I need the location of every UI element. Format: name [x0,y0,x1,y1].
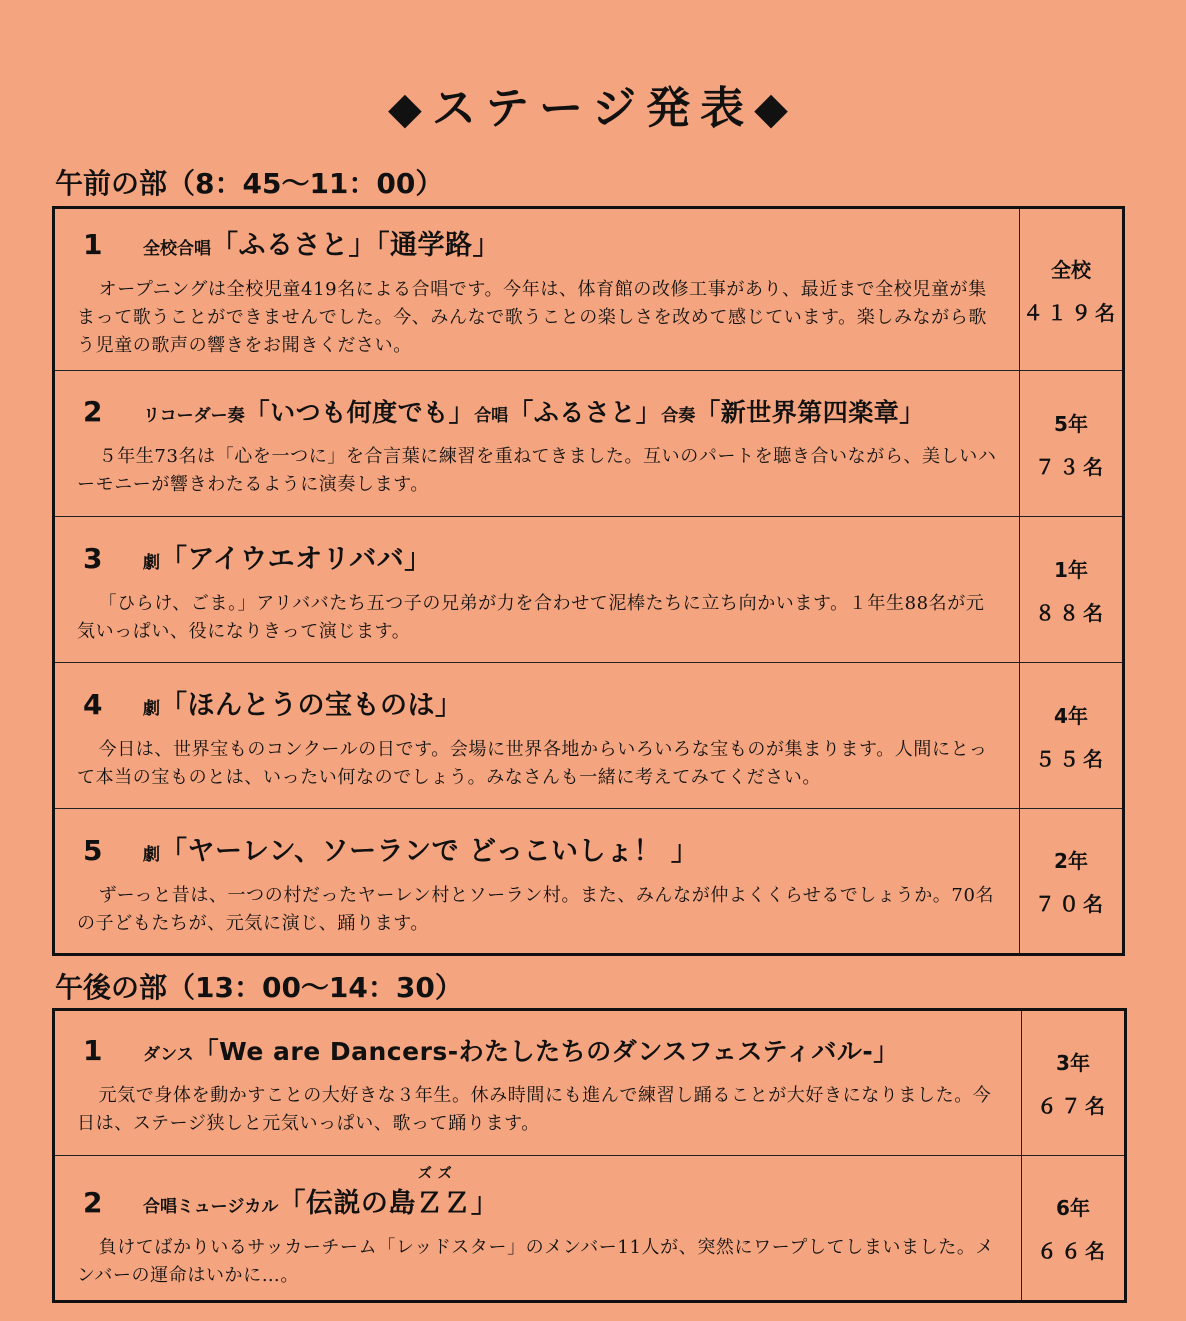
item-title-suffix: 」 [470,1187,499,1219]
item-count: ６６名 [1037,1239,1109,1263]
item-number: 3 [83,542,103,575]
item-description: 今日は、世界宝ものコンクールの日です。会場に世界各地からいろいろな宝ものが集まります。人間にとって本当の宝ものとは、いったい何なのでしょう。みなさんも一緒に考えてみてください。 [77,739,988,788]
item-number: 1 [83,228,103,261]
item-grade: 4年 [1054,703,1088,728]
item-number: 4 [83,688,103,721]
item-title: 「ヤーレン、ソーランで どっこいしょ！ 」 [160,835,699,867]
item-title: 「We are Dancers-わたしたちのダンスフェスティバル-」 [193,1037,899,1066]
program-row [54,1156,1126,1302]
program-row [54,1010,1126,1156]
program-row [54,208,1124,371]
item-count: ７３名 [1035,454,1107,479]
ruby-base-text: ＺＺ [415,1187,471,1219]
item-description: オープニングは全校児童419名による合唱です。今年は、体育館の改修工事があり、最近まで全校児童が集まって歌うことができませんでした。今、みんなで歌うことの楽しさを改めて感じています。楽しみながら歌う児童の歌声の響きをお聞きください。 [77,279,987,356]
item-grade: 6年 [1056,1196,1090,1220]
item-count: ４１９名 [1023,300,1119,325]
item-grade: 1年 [1054,557,1088,582]
item-number: 2 [83,394,103,428]
item-grade: 全校 [1051,257,1091,282]
ruby-reading: ズ ズ [417,1165,453,1182]
item-description: 「ひらけ、ごま。」アリババたち五つ子の兄弟が力を合わせて泥棒たちに立ち向かいます。１年生88名が元気いっぱい、役になりきって演じます。 [77,593,985,642]
item-title: 「アイウエオリババ」 [160,544,432,575]
item-title: 「ほんとうの宝ものは」 [160,690,463,721]
morning-program-table [52,206,1125,956]
item-title-ruby-base [415,1165,471,1220]
afternoon-session-heading: 午後の部（13：00～14：30） [55,971,463,1004]
program-row [54,663,1124,809]
item-number: 5 [83,833,103,867]
item-number: 1 [83,1034,103,1067]
item-count: ５５名 [1035,746,1107,771]
item-description: ５年生73名は「心を一つに」を合言葉に練習を重ねてきました。互いのパートを聴き合いながら、美しいハーモニーが響きわたるように演奏します。 [77,445,997,495]
program-row [54,517,1124,663]
item-title: 「ふるさと」 [508,397,662,427]
item-number: 2 [83,1185,103,1219]
item-category: ダンス [143,1045,194,1065]
afternoon-program-table [52,1008,1127,1303]
item-category: 劇 [143,844,160,865]
item-title: 「新世界第四楽章」 [695,397,925,427]
item-title-prefix: 「伝説の島 [278,1187,416,1219]
item-title: 「いつも何度でも」 [244,397,475,427]
item-category: 劇 [143,699,160,719]
program-row [54,809,1124,955]
item-grade: 5年 [1054,411,1088,436]
item-title: 「ふるさと」「通学路」 [211,230,500,261]
item-category: 全校合唱 [143,239,211,259]
item-count: ８８名 [1035,600,1107,625]
item-count: ６７名 [1037,1094,1109,1118]
item-description: ずーっと昔は、一つの村だったヤーレン村とソーラン村。また、みんなが仲よくくらせるでしょうか。70名の子どもたちが、元気に演じ、踊ります。 [77,884,995,934]
program-row [54,371,1124,517]
item-category: 合奏 [661,405,696,426]
item-description: 負けてばかりいるサッカーチーム「レッドスター」のメンバー11人が、突然にワープしてしまいました。メンバーの運命はいかに…。 [77,1236,995,1286]
item-category: リコーダー奏 [143,405,245,426]
item-grade: 2年 [1054,849,1088,873]
page-title: ◆ステージ発表◆ [388,83,798,134]
item-description: 元気で身体を動かすことの大好きな３年生。休み時間にも進んで練習し踊ることが大好きになりました。今日は、ステージ狭しと元気いっぱい、歌って踊ります。 [77,1085,992,1134]
item-category: 劇 [143,553,160,573]
item-grade: 3年 [1056,1051,1090,1075]
item-category: 合唱ミュージカル [143,1196,279,1217]
morning-session-heading: 午前の部（8：45～11：00） [55,167,444,200]
item-count: ７０名 [1035,892,1107,916]
item-category: 合唱 [474,405,509,426]
